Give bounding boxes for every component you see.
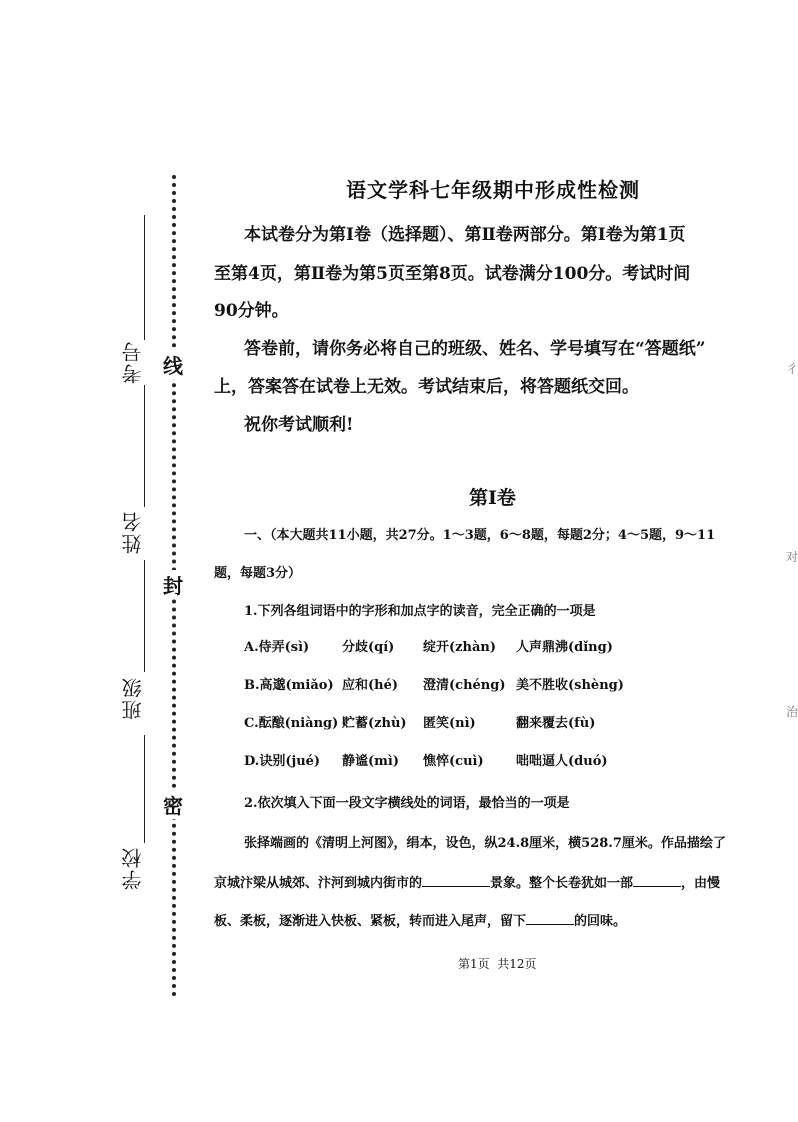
question-text-part: 的回味。	[574, 914, 627, 929]
exam-number-label: 考号	[121, 340, 145, 384]
question-text-part: 京城汴梁从城郊、汴河到城内街市的	[214, 876, 423, 891]
class-field[interactable]	[144, 560, 145, 672]
question-text	[214, 872, 720, 891]
option-word: 分歧(qí)	[342, 640, 395, 655]
question-text: 张择端画的《清明上河图》，绢本，设色，纵24.8厘米，横528.7厘米。作品描绘了	[244, 836, 726, 851]
edge-mark: 治	[786, 705, 798, 719]
option-word: A.侍弄(sì)	[244, 640, 310, 655]
question-stem: 1.下列各组词语中的字形和加点字的读音，完全正确的一项是	[244, 604, 596, 619]
page-number: 第1页	[458, 957, 490, 971]
name-field[interactable]	[144, 385, 145, 507]
page-title: 语文学科七年级期中形成性检测	[346, 178, 640, 202]
seal-feng: 封	[162, 570, 184, 599]
name-label: 姓名	[121, 510, 145, 554]
intro-line: 上，答案答在试卷上无效。考试结束后，将答题纸交回。	[214, 377, 639, 397]
option-word: 静谧(mì)	[342, 754, 399, 769]
section-heading: 第Ⅰ卷	[469, 487, 516, 509]
section-instruction: 题，每题3分）	[214, 566, 302, 581]
page-footer	[458, 955, 537, 972]
page-total: 共12页	[497, 957, 537, 971]
option-word: 澄清(chéng)	[423, 678, 506, 693]
class-label: 班级	[121, 676, 145, 720]
school-field[interactable]	[144, 735, 145, 843]
option-word: 贮蓄(zhù)	[342, 716, 407, 731]
intro-line: 答卷前，请你务必将自己的班级、姓名、学号填写在“答题纸”	[244, 339, 706, 359]
option-word: 憔悴(cuì)	[423, 754, 484, 769]
exam-number-field[interactable]	[144, 215, 145, 340]
question-text	[214, 910, 626, 929]
intro-line: 至第4页，第Ⅱ卷为第5页至第8页。试卷满分100分。考试时间	[214, 264, 691, 284]
option-word: C.酝酿(niàng)	[244, 716, 339, 731]
seal-mi: 密	[162, 790, 184, 819]
question-text-part: ，由慢	[681, 876, 721, 891]
seal-xian: 线	[162, 350, 184, 379]
option-word: 翻来覆去(fù)	[516, 716, 596, 731]
option-word: 美不胜收(shèng)	[516, 678, 624, 693]
option-word: 应和(hé)	[342, 678, 399, 693]
intro-line: 本试卷分为第Ⅰ卷（选择题）、第Ⅱ卷两部分。第Ⅰ卷为第1页	[244, 225, 686, 245]
option-word: 咄咄逼人(duó)	[516, 754, 608, 769]
option-word: 人声鼎沸(dǐng)	[516, 640, 613, 655]
intro-line: 祝你考试顺利!	[244, 415, 354, 435]
edge-mark: 对	[786, 550, 798, 564]
section-instruction: 一、（本大题共11小题，共27分。1～3题，6～8题，每题2分；4～5题，9～11	[244, 528, 716, 543]
question-stem: 2.依次填入下面一段文字横线处的词语，最恰当的一项是	[244, 796, 570, 811]
question-text-part: 板、柔板，逐渐进入快板、紧板，转而进入尾声，留下	[214, 914, 527, 929]
answer-blank[interactable]	[422, 872, 490, 887]
intro-line: 90分钟。	[214, 301, 289, 321]
edge-mark: 彳	[786, 362, 798, 376]
option-word: 匿笑(nì)	[423, 716, 476, 731]
option-word: D.诀别(jué)	[244, 754, 321, 769]
answer-blank[interactable]	[526, 910, 574, 925]
option-word: 绽开(zhàn)	[423, 640, 497, 655]
answer-blank[interactable]	[633, 872, 681, 887]
school-label: 学校	[121, 846, 145, 890]
question-text-part: 景象。整个长卷犹如一部	[490, 876, 634, 891]
option-word: B.高邈(miǎo)	[244, 678, 334, 693]
